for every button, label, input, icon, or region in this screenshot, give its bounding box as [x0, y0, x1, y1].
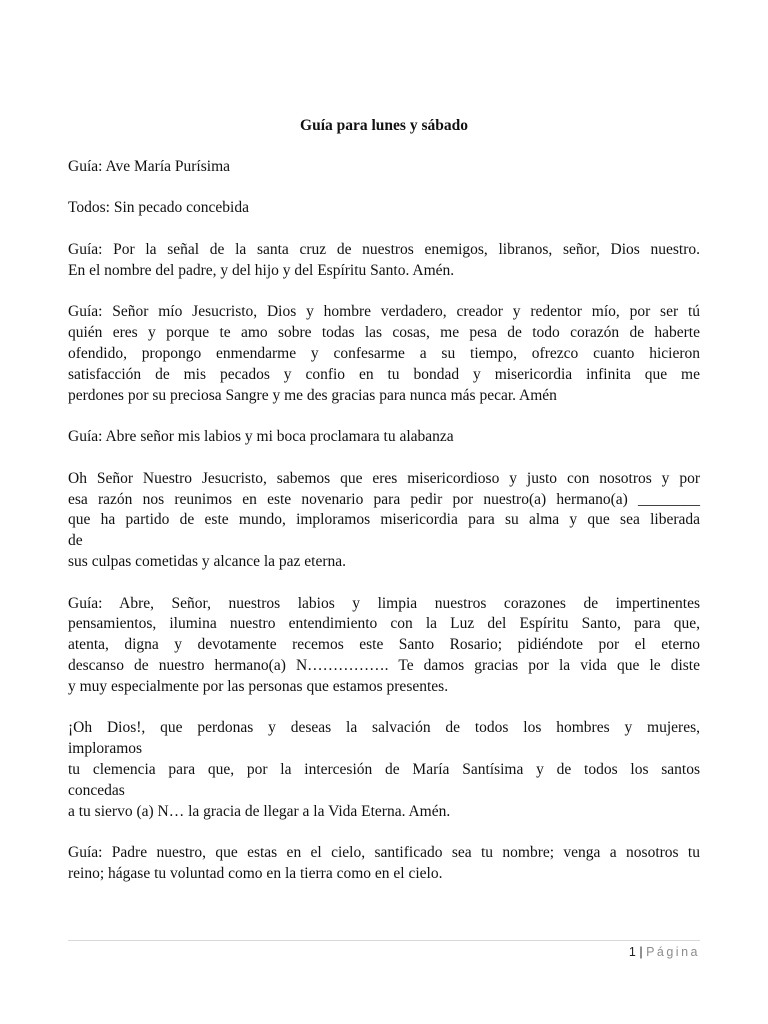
page-number	[629, 945, 700, 959]
text-line: que ha partido de este mundo, imploramos misericordia para su alma y que sea liberada	[68, 511, 700, 529]
text-line: ¡Oh Dios!, que perdonas y deseas la salvación de todos los hombres y mujeres,	[68, 719, 700, 737]
text-line: y muy especialmente por las personas que estamos presentes.	[68, 677, 449, 695]
text-line: atenta, digna y devotamente recemos este Santo Rosario; pidiéndote por el eterno	[68, 636, 700, 654]
text-line: concedas	[68, 781, 125, 799]
text-line: satisfacción de mis pecados y confio en tu bondad y misericordia infinita que me	[68, 365, 700, 383]
paragraph-senal-cruz	[68, 240, 700, 282]
paragraph-padre-nuestro	[68, 843, 700, 885]
text-line: reino; hágase tu voluntad como en la tierra como en el cielo.	[68, 864, 443, 882]
text-line: perdones por su preciosa Sangre y me des gracias para nunca más pecar. Amén	[68, 386, 557, 404]
text-line: Guía: Padre nuestro, que estas en el cielo, santificado sea tu nombre; venga a nosotros tu	[68, 844, 700, 862]
paragraph-todos	[68, 198, 700, 219]
text-line: quién eres y porque te amo sobre todas las cosas, me pesa de todo corazón de haberte	[68, 324, 700, 342]
text-line: descanso de nuestro hermano(a) N……………. Te damos gracias por la vida que le diste	[68, 656, 700, 674]
text-line: En el nombre del padre, y del hijo y del Espíritu Santo. Amén.	[68, 261, 455, 279]
document-body	[68, 116, 700, 905]
page-number-value: 1	[628, 945, 636, 959]
paragraph-abre-labios	[68, 427, 700, 448]
text-line: ofendido, propongo enmendarme y confesarme a su tiempo, ofrezco cuanto hicieron	[68, 344, 700, 362]
paragraph-ave-maria	[68, 157, 700, 178]
page-separator: |	[639, 945, 643, 959]
text-line: de	[68, 532, 83, 550]
document-title: Guía para lunes y sábado	[300, 117, 468, 134]
text-line: Guía: Abre, Señor, nuestros labios y limpia nuestros corazones de impertinentes	[68, 594, 700, 612]
page-word: Página	[646, 945, 700, 959]
text-line: esa razón nos reunimos en este novenario para pedir por nuestro(a) hermano(a) ________	[68, 490, 700, 508]
paragraph-abre-senor	[68, 594, 700, 698]
text-line: Guía: Abre señor mis labios y mi boca proclamara tu alabanza	[68, 428, 454, 446]
text-line: tu clemencia para que, por la intercesión de María Santísima y de todos los santos	[68, 760, 700, 778]
page-footer	[68, 940, 700, 959]
paragraph-acto-contricion	[68, 302, 700, 406]
paragraph-oh-senor	[68, 469, 700, 573]
text-line: Guía: Por la señal de la santa cruz de nuestros enemigos, libranos, señor, Dios nuestro.	[68, 240, 700, 258]
text-line: sus culpas cometidas y alcance la paz eterna.	[68, 552, 347, 570]
text-line: Guía: Señor mío Jesucristo, Dios y hombre verdadero, creador y redentor mío, por ser tú	[68, 303, 700, 321]
text-line: Todos: Sin pecado concebida	[68, 199, 249, 217]
text-line: Guía: Ave María Purísima	[68, 157, 231, 175]
paragraph-oh-dios	[68, 718, 700, 822]
text-line: a tu siervo (a) N… la gracia de llegar a la Vida Eterna. Amén.	[68, 802, 451, 820]
text-line: imploramos	[68, 740, 143, 758]
text-line: Oh Señor Nuestro Jesucristo, sabemos que eres misericordioso y justo con nosotros y por	[68, 469, 700, 487]
text-line: pensamientos, ilumina nuestro entendimiento con la Luz del Espíritu Santo, para que,	[68, 615, 700, 633]
